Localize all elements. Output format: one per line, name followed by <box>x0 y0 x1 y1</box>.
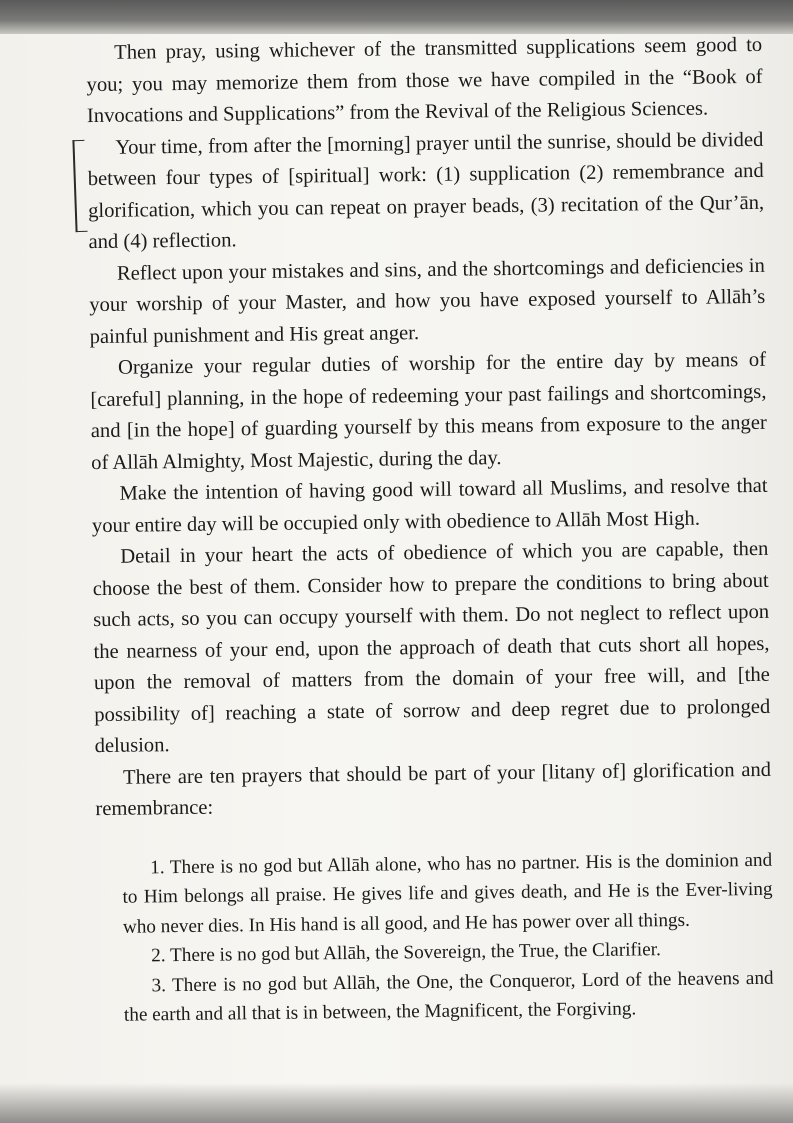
prayer-list <box>96 845 774 1030</box>
paragraph-organize-duties: Organize your regular duties of worship for the entire day by means of [careful] planning, in the hope of redeeming your past failings and shortcomings, and [in the hope] of guarding yourself by this means from exposure to the anger of Allāh Almighty, Most Majestic, during the day. <box>90 348 767 474</box>
list-item: 1. There is no god but Allāh alone, who has no partner. His is the dominion and to Him belongs all praise. He gives life and gives death, and He is the Ever-living who never dies. In His hand is all good, and He has power over all things. <box>122 849 773 938</box>
list-item: 2. There is no god but Allāh, the Sovereign, the True, the Clarifier. <box>151 939 661 967</box>
paragraph-supplications: Then pray, using whichever of the transmitted supplications seem good to you; you may memorize them from those we have compiled in the “Book of Invocations and Supplications” from the Revival of the Religious Sciences. <box>86 33 763 128</box>
paragraph-time-division: Your time, from after the [morning] prayer until the sunrise, should be divided between four types of [spiritual] work: (1) supplication (2) remembrance and glorification, which you can repeat on prayer beads, (3) recitation of the Qur’ān, and (4) reflection. <box>87 128 765 254</box>
page-bottom-shadow <box>0 1083 793 1123</box>
paragraph-acts-of-obedience: Detail in your heart the acts of obedience of which you are capable, then choose the best of them. Consider how to prepare the conditions to bring about such acts, so you can occupy yourself with them. Do not neglect to reflect upon the nearness of your end, upon the approach of death that cuts short all hopes, upon the removal of matters from the domain of your free will, and [the possibility of] reaching a state of sorrow and deep regret due to prolonged delusion. <box>92 537 771 758</box>
margin-bracket-mark <box>72 140 87 232</box>
paragraph-intention: Make the intention of having good will toward all Muslims, and resolve that your entire day will be occupied only with obedience to Allāh Most High. <box>91 474 768 537</box>
list-item: 3. There is no god but Allāh, the One, the Conqueror, Lord of the heavens and the earth and all that is in between, the Magnificent, the Forgiving. <box>123 967 774 1026</box>
paragraph-reflect-mistakes: Reflect upon your mistakes and sins, and the shortcomings and deficiencies in your worship of your Master, and how you have exposed yourself to Allāh’s painful punishment and His great anger. <box>89 254 766 348</box>
page-text <box>86 30 774 1031</box>
page-top-shadow <box>0 0 793 34</box>
paragraph-ten-prayers: There are ten prayers that should be part of your [litany of] glorification and remembrance: <box>95 758 772 821</box>
